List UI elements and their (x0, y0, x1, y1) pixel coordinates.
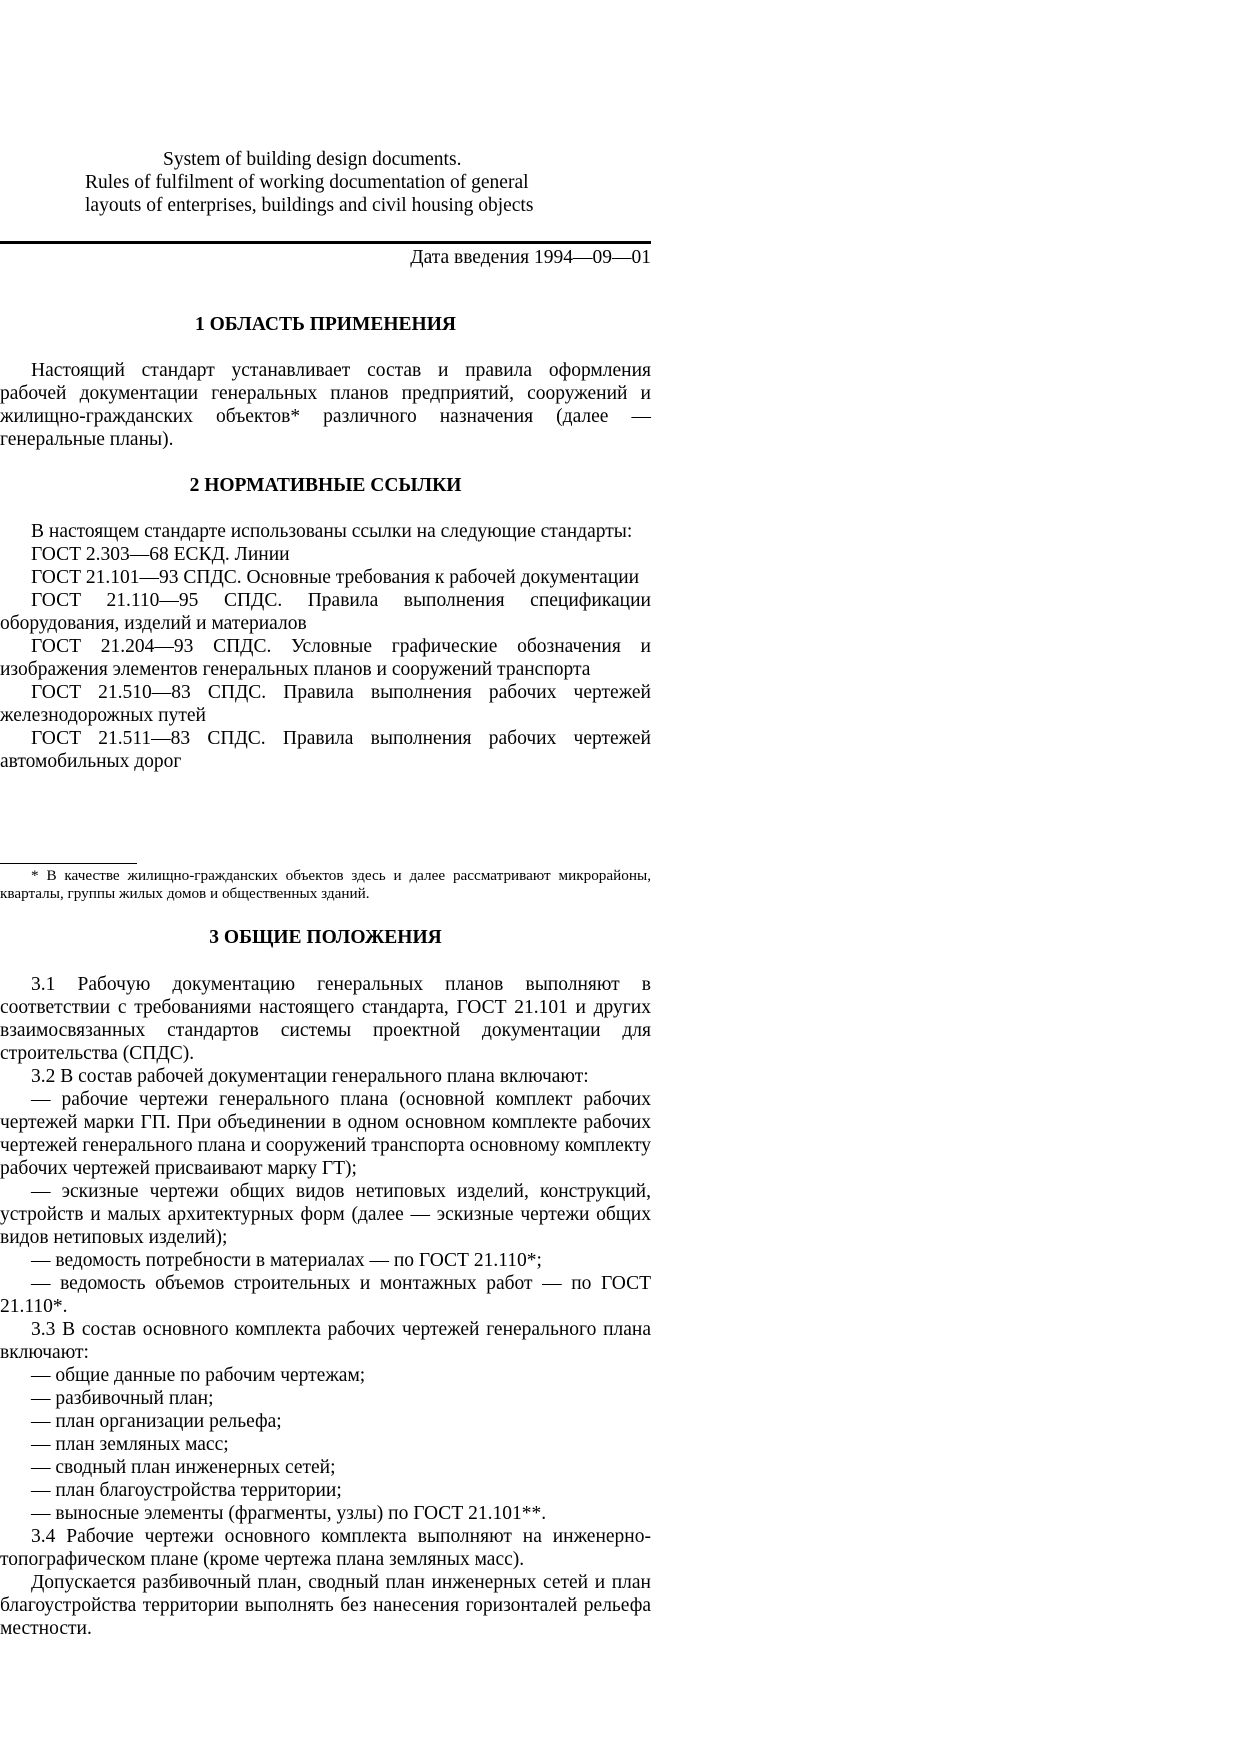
section-2-heading: 2 НОРМАТИВНЫЕ ССЫЛКИ (189, 475, 462, 496)
english-title-line: layouts of enterprises, buildings and civil housing objects (85, 195, 534, 216)
list-item: — план организации рельефа; (31, 1411, 282, 1432)
english-title-line: Rules of fulfilment of working documentation of general (85, 172, 529, 193)
list-item: — разбивочный план; (31, 1388, 214, 1409)
section-1-body (0, 359, 651, 451)
paragraph: 3.3 В состав основного комплекта рабочих чертежей генерального плана включают: (0, 1319, 651, 1363)
section-3-heading: 3 ОБЩИЕ ПОЛОЖЕНИЯ (209, 927, 442, 948)
section-2-body (0, 520, 651, 773)
footnote (0, 867, 651, 903)
reference-item: ГОСТ 21.101—93 СПДС. Основные требования к рабочей документации (31, 567, 640, 588)
paragraph: 3.2 В состав рабочей документации генерального плана включают: (31, 1066, 589, 1087)
reference-item: ГОСТ 21.510—83 СПДС. Правила выполнения рабочих чертежей железнодорожных путей (0, 682, 651, 726)
reference-item: ГОСТ 21.110—95 СПДС. Правила выполнения спецификации оборудования, изделий и материалов (0, 590, 651, 634)
footnote-text: * В качестве жилищно-гражданских объектов здесь и далее рассматривают микрорайоны, кварталы, группы жилых домов и общественных зданий. (0, 867, 651, 902)
paragraph: 3.4 Рабочие чертежи основного комплекта выполняют на инженерно-топографическом плане (кроме чертежа плана земляных масс). (0, 1526, 651, 1570)
paragraph: В настоящем стандарте использованы ссылки на следующие стандарты: (31, 521, 633, 542)
english-title (0, 148, 651, 217)
footnote-divider (0, 863, 137, 864)
reference-item: ГОСТ 21.511—83 СПДС. Правила выполнения рабочих чертежей автомобильных дорог (0, 728, 651, 772)
section-1-heading: 1 ОБЛАСТЬ ПРИМЕНЕНИЯ (195, 314, 456, 335)
list-item: — ведомость объемов строительных и монтажных работ — по ГОСТ 21.110*. (0, 1273, 651, 1317)
list-item: — план благоустройства территории; (31, 1480, 342, 1501)
list-item: — общие данные по рабочим чертежам; (31, 1365, 366, 1386)
paragraph: Допускается разбивочный план, сводный план инженерных сетей и план благоустройства территории выполнять без нанесения горизонталей рельефа местности. (0, 1572, 651, 1639)
reference-item: ГОСТ 21.204—93 СПДС. Условные графические обозначения и изображения элементов генеральных планов и сооружений транспорта (0, 636, 651, 680)
paragraph: Настоящий стандарт устанавливает состав и правила оформления рабочей документации генеральных планов предприятий, сооружений и жилищно-гражданских объектов* различного назначения (далее — генеральные планы). (0, 360, 651, 450)
list-item: — эскизные чертежи общих видов нетиповых изделий, конструкций, устройств и малых архитектурных форм (далее — эскизные чертежи общих видов нетиповых изделий); (0, 1181, 651, 1248)
list-item: — рабочие чертежи генерального плана (основной комплект рабочих чертежей марки ГП. При объединении в одном основном комплекте рабочих чертежей генерального плана и сооружений транспорта основному комплекту рабочих чертежей присваивают марку ГТ); (0, 1089, 651, 1179)
section-3-body (0, 973, 651, 1640)
list-item: — выносные элементы (фрагменты, узлы) по ГОСТ 21.101**. (31, 1503, 547, 1524)
list-item: — ведомость потребности в материалах — по ГОСТ 21.110*; (31, 1250, 542, 1271)
introduction-date: Дата введения 1994—09—01 (410, 247, 651, 268)
list-item: — сводный план инженерных сетей; (31, 1457, 336, 1478)
paragraph: 3.1 Рабочую документацию генеральных планов выполняют в соответствии с требованиями настоящего стандарта, ГОСТ 21.101 и других взаимосвязанных стандартов системы проектной документации для строительства (СПДС). (0, 974, 651, 1064)
list-item: — план земляных масс; (31, 1434, 229, 1455)
title-divider (0, 241, 651, 244)
english-title-line: System of building design documents. (163, 149, 462, 170)
reference-item: ГОСТ 2.303—68 ЕСКД. Линии (31, 544, 290, 565)
